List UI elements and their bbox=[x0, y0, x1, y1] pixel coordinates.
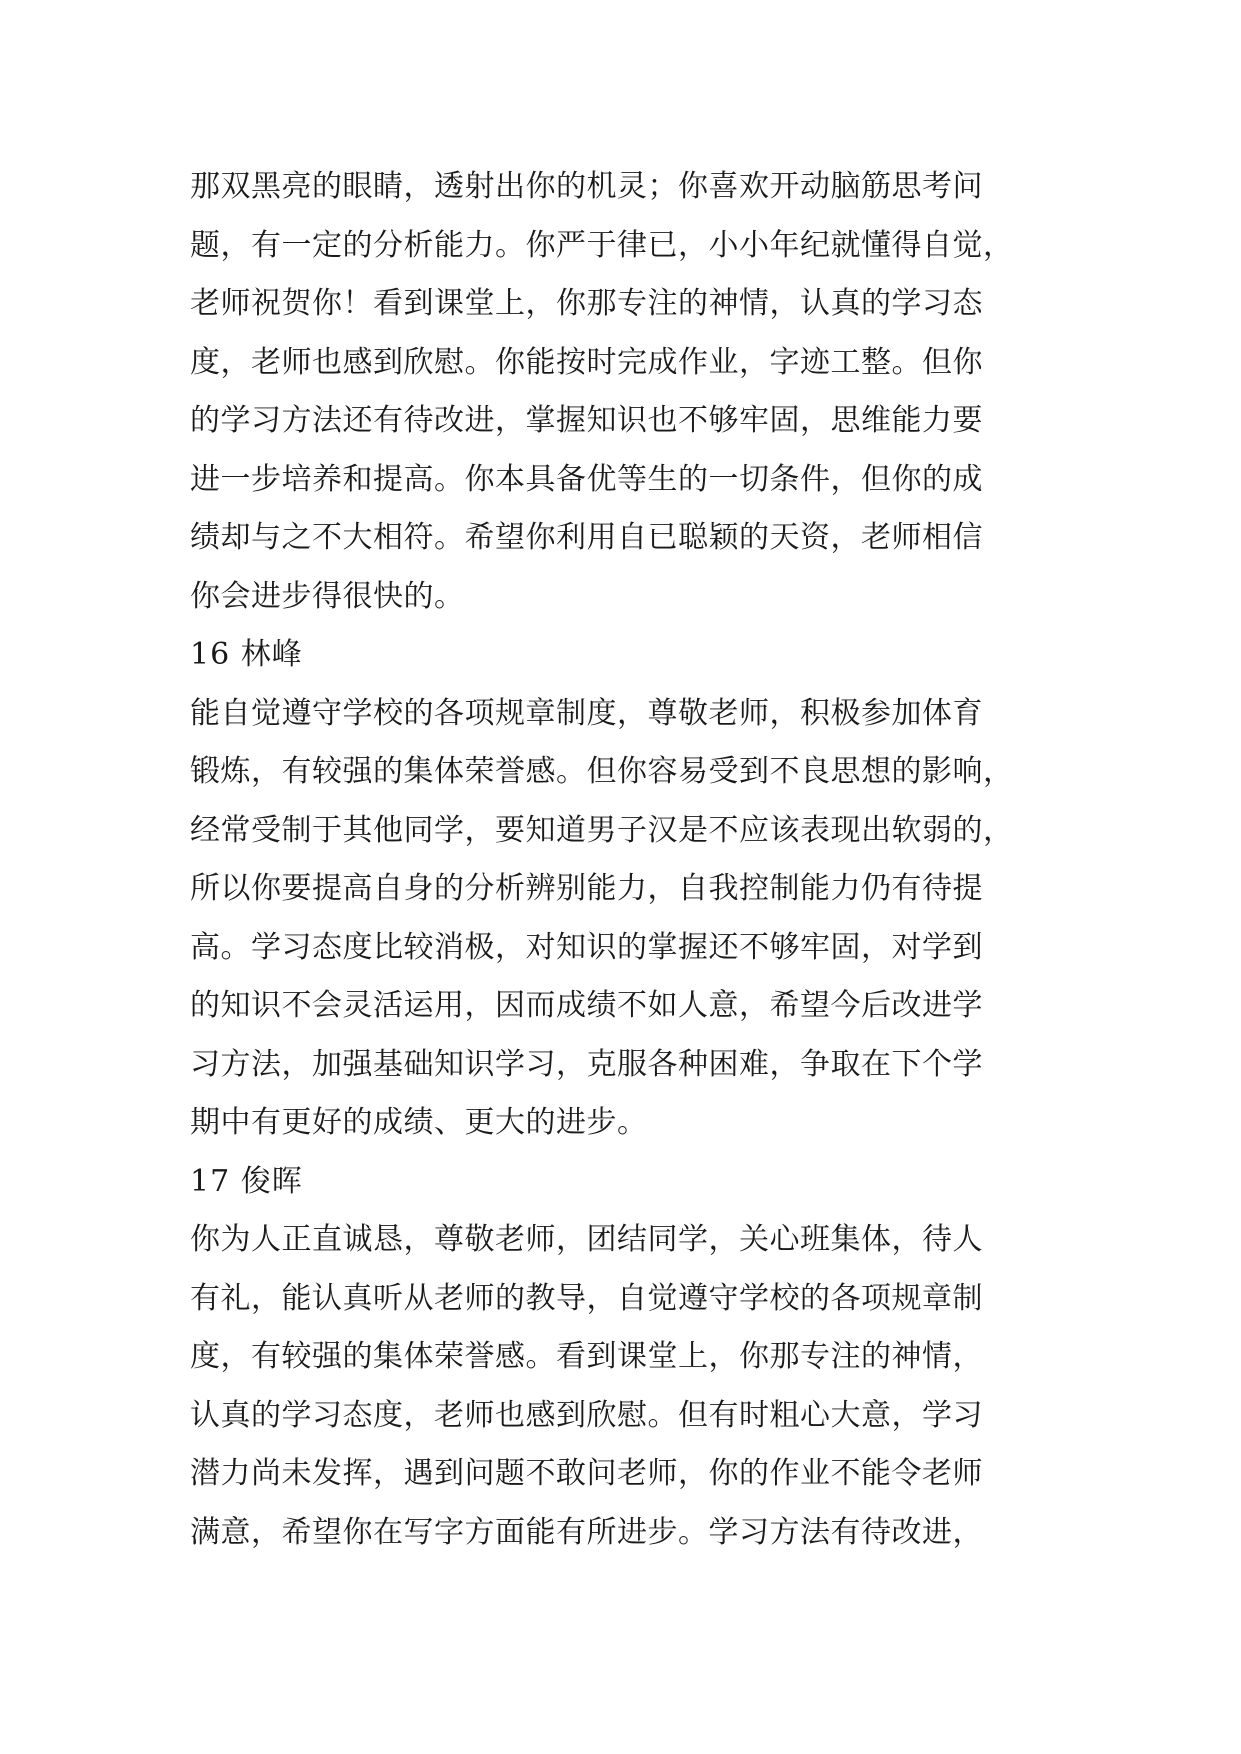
text-line: 你为人正直诚恳，尊敬老师，团结同学，关心班集体，待人 bbox=[190, 1222, 983, 1257]
text-line: 所以你要提高自身的分析辨别能力，自我控制能力仍有待提 bbox=[190, 871, 983, 906]
text-line: 度，有较强的集体荣誉感。看到课堂上，你那专注的神情， bbox=[190, 1339, 983, 1374]
student-heading: 17 俊晖 bbox=[190, 1163, 303, 1199]
text-line: 绩却与之不大相符。希望你利用自已聪颖的天资，老师相信 bbox=[190, 520, 983, 555]
text-line: 那双黑亮的眼睛，透射出你的机灵；你喜欢开动脑筋思考问 bbox=[190, 169, 983, 204]
text-line: 潜力尚未发挥，遇到问题不敢问老师，你的作业不能令老师 bbox=[190, 1456, 983, 1491]
text-line: 的学习方法还有待改进，掌握知识也不够牢固，思维能力要 bbox=[190, 403, 983, 438]
text-line: 期中有更好的成绩、更大的进步。 bbox=[190, 1105, 648, 1140]
text-line: 认真的学习态度，老师也感到欣慰。但有时粗心大意，学习 bbox=[190, 1397, 983, 1433]
text-line: 习方法，加强基础知识学习，克服各种困难，争取在下个学 bbox=[190, 1046, 983, 1082]
text-line: 高。学习态度比较消极，对知识的掌握还不够牢固，对学到 bbox=[190, 929, 983, 965]
text-line: 老师祝贺你！看到课堂上，你那专注的神情，认真的学习态 bbox=[190, 286, 983, 321]
text-line: 有礼，能认真听从老师的教导，自觉遵守学校的各项规章制 bbox=[190, 1280, 983, 1316]
text-line: 经常受制于其他同学，要知道男子汉是不应该表现出软弱的， bbox=[190, 812, 1014, 848]
text-line: 满意，希望你在写字方面能有所进步。学习方法有待改进， bbox=[190, 1514, 983, 1550]
text-line: 进一步培养和提高。你本具备优等生的一切条件，但你的成 bbox=[190, 461, 983, 497]
text-line: 度，老师也感到欣慰。你能按时完成作业，字迹工整。但你 bbox=[190, 344, 983, 380]
student-heading: 16 林峰 bbox=[190, 637, 303, 672]
text-line: 的知识不会灵活运用，因而成绩不如人意，希望今后改进学 bbox=[190, 988, 983, 1023]
document-body bbox=[190, 158, 1060, 1562]
text-line: 你会进步得很快的。 bbox=[190, 578, 465, 614]
text-line: 题，有一定的分析能力。你严于律已，小小年纪就懂得自觉， bbox=[190, 227, 1014, 263]
text-line: 能自觉遵守学校的各项规章制度，尊敬老师，积极参加体育 bbox=[190, 695, 983, 731]
text-line: 锻炼，有较强的集体荣誉感。但你容易受到不良思想的影响， bbox=[190, 754, 1014, 789]
